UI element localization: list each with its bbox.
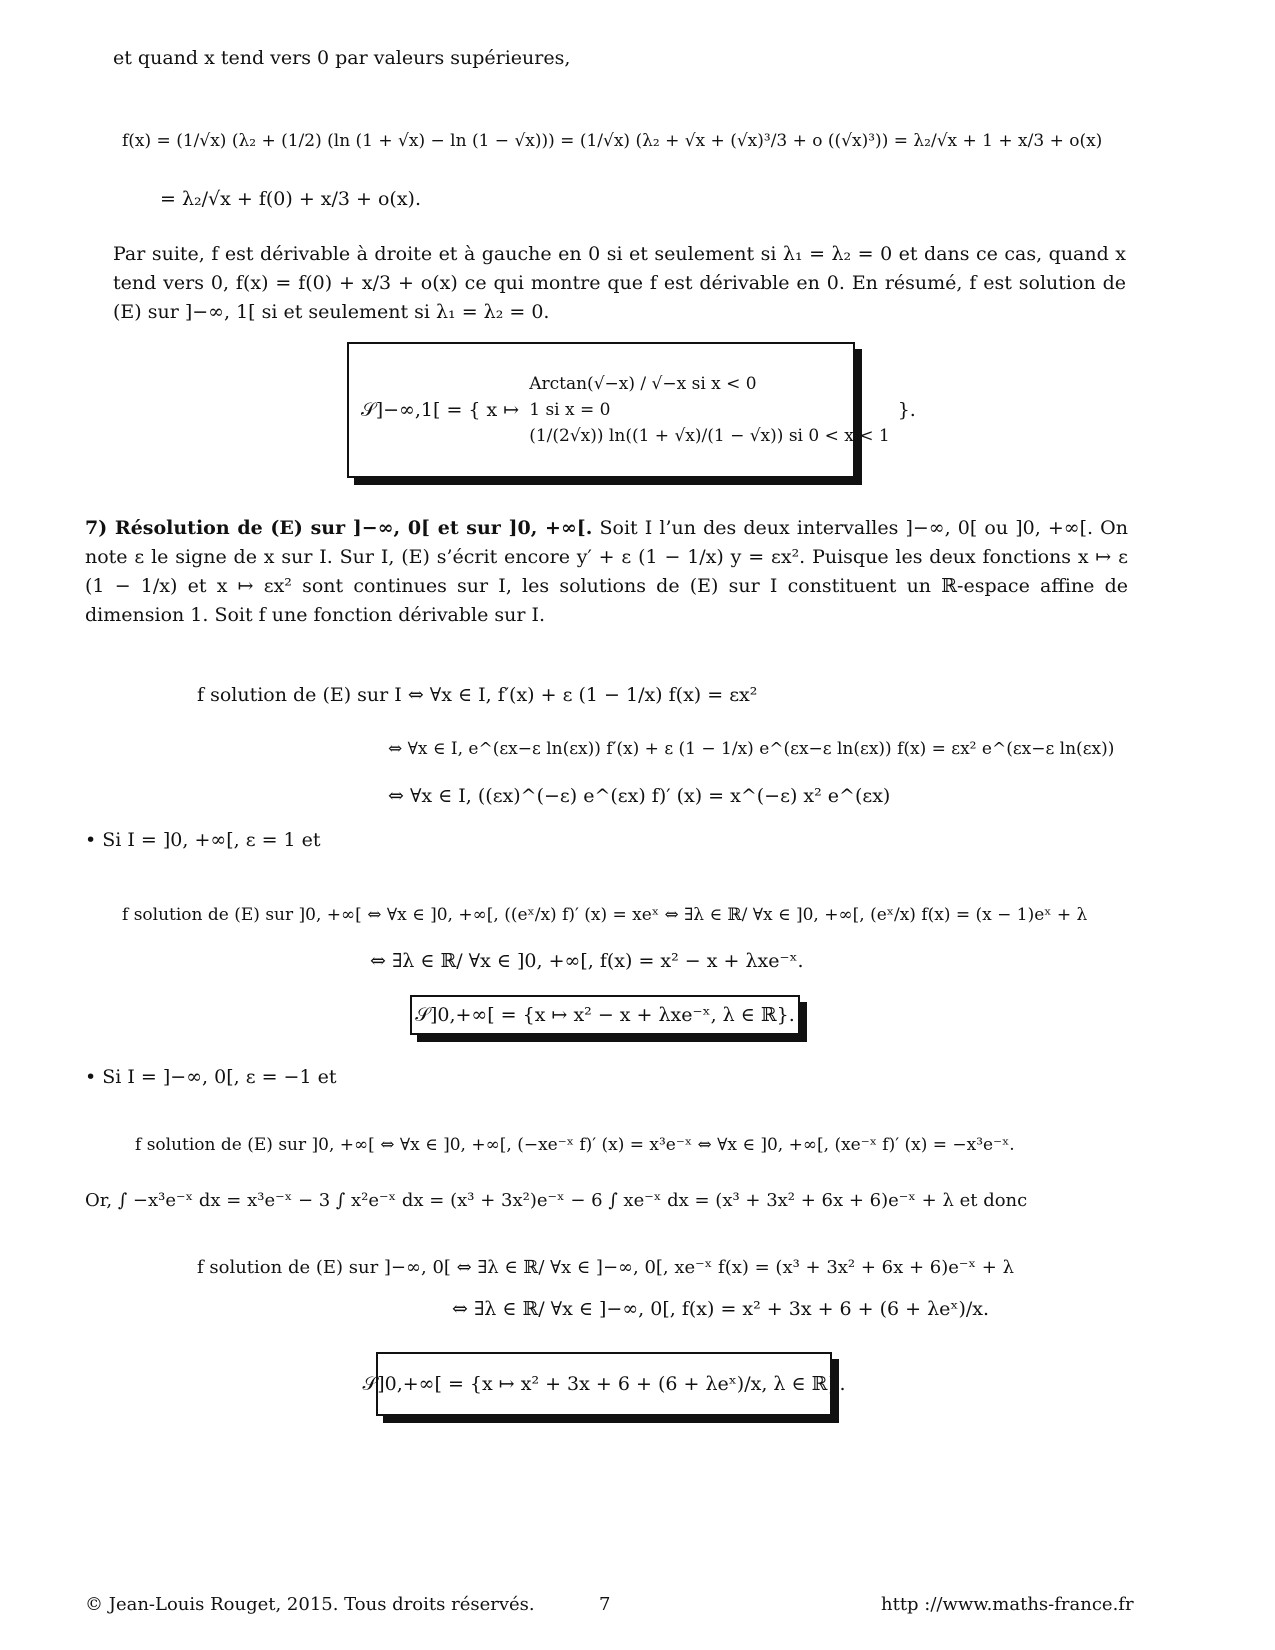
equivalence-line1: f solution de (E) sur I ⇔ ∀x ∈ I, f′(x) + ε (1 − 1/x) f(x) = εx²: [197, 684, 758, 706]
section-7-paragraph: [85, 514, 1128, 630]
solution-box-positive: 𝒮]0,+∞[ = {x ↦ x² − x + λxe⁻ˣ, λ ∈ ℝ}.: [410, 995, 800, 1035]
negative-case-line1: f solution de (E) sur ]0, +∞[ ⇔ ∀x ∈ ]0, +∞[, (−xe⁻ˣ f)′ (x) = x³e⁻ˣ ⇔ ∀x ∈ ]0, +∞[, (xe⁻ˣ f)′ (x) = −x³e⁻ˣ.: [135, 1135, 1015, 1155]
solution-box-negative: 𝒮]0,+∞[ = {x ↦ x² + 3x + 6 + (6 + λeˣ)/x, λ ∈ ℝ}.: [376, 1352, 832, 1416]
bullet-case-positive: • Si I = ]0, +∞[, ε = 1 et: [85, 829, 321, 851]
footer-url[interactable]: http ://www.maths-france.fr: [881, 1594, 1134, 1615]
positive-case-line1: f solution de (E) sur ]0, +∞[ ⇔ ∀x ∈ ]0, +∞[, ((eˣ/x) f)′ (x) = xeˣ ⇔ ∃λ ∈ ℝ/ ∀x ∈ ]0, +∞[, (eˣ/x) f(x) = (x − 1)eˣ + λ: [122, 905, 1088, 925]
box1-case-zero: 1 si x = 0: [529, 400, 611, 420]
positive-case-line2: ⇔ ∃λ ∈ ℝ/ ∀x ∈ ]0, +∞[, f(x) = x² − x + λxe⁻ˣ.: [370, 950, 804, 972]
negative-case-line3: ⇔ ∃λ ∈ ℝ/ ∀x ∈ ]−∞, 0[, f(x) = x² + 3x + 6 + (6 + λeˣ)/x.: [452, 1298, 990, 1320]
equivalence-line2: ⇔ ∀x ∈ I, e^(εx−ε ln(εx)) f′(x) + ε (1 − 1/x) e^(εx−ε ln(εx)) f(x) = εx² e^(εx−ε ln(εx)): [388, 739, 1115, 759]
box1-closing: }.: [897, 399, 916, 421]
derivability-paragraph: Par suite, f est dérivable à droite et à gauche en 0 si et seulement si λ₁ = λ₂ = 0 et dans ce cas, quand x tend vers 0, f(x) = f(0) + x/3 + o(x) ce qui montre que f est dérivable en 0. En résumé, f est solution de (E) sur ]−∞, 1[ si et seulement si λ₁ = λ₂ = 0.: [113, 243, 1126, 323]
box1-case-positive: (1/(2√x)) ln((1 + √x)/(1 − √x)) si 0 < x < 1: [529, 426, 890, 446]
equivalence-line3: ⇔ ∀x ∈ I, ((εx)^(−ε) e^(εx) f)′ (x) = x^(−ε) x² e^(εx): [388, 785, 891, 807]
box1-case-negative: Arctan(√−x) / √−x si x < 0: [529, 374, 757, 394]
intro-line: et quand x tend vers 0 par valeurs supérieures,: [113, 47, 571, 69]
section-7-text: Soit I l’un des deux intervalles ]−∞, 0[ ou ]0, +∞[. On note ε le signe de x sur I. Sur I, (E) s’écrit encore y′ + ε (1 − 1/x) y = εx². Puisque les deux fonctions x ↦ ε (1 − 1/x) et x ↦ εx² sont continues sur I, les solutions de (E) sur I constituent un ℝ-espace affine de dimension 1. Soit f une fonction dérivable sur I.: [85, 517, 1128, 626]
negative-case-line2: f solution de (E) sur ]−∞, 0[ ⇔ ∃λ ∈ ℝ/ ∀x ∈ ]−∞, 0[, xe⁻ˣ f(x) = (x³ + 3x² + 6x + 6)e⁻ˣ + λ: [197, 1257, 1014, 1278]
footer-page-number: 7: [599, 1594, 611, 1615]
integral-line: Or, ∫ −x³e⁻ˣ dx = x³e⁻ˣ − 3 ∫ x²e⁻ˣ dx = (x³ + 3x²)e⁻ˣ − 6 ∫ xe⁻ˣ dx = (x³ + 3x² + 6x + 6)e⁻ˣ + λ et donc: [85, 1190, 1028, 1211]
solution-box-minus-inf-1: [347, 342, 916, 478]
footer-copyright: © Jean-Louis Rouget, 2015. Tous droits réservés.: [85, 1594, 535, 1615]
section-7-heading: 7) Résolution de (E) sur ]−∞, 0[ et sur ]0, +∞[.: [85, 517, 593, 539]
bullet-case-negative: • Si I = ]−∞, 0[, ε = −1 et: [85, 1066, 337, 1088]
box1-cases: [529, 374, 890, 446]
expansion-equation-line2: = λ₂/√x + f(0) + x/3 + o(x).: [160, 188, 422, 210]
expansion-equation-line1: f(x) = (1/√x) (λ₂ + (1/2) (ln (1 + √x) − ln (1 − √x))) = (1/√x) (λ₂ + √x + (√x)³/3 + o ((√x)³)) = λ₂/√x + 1 + x/3 + o(x): [122, 131, 1103, 151]
box1-label: 𝒮]−∞,1[ = { x ↦: [361, 399, 520, 421]
